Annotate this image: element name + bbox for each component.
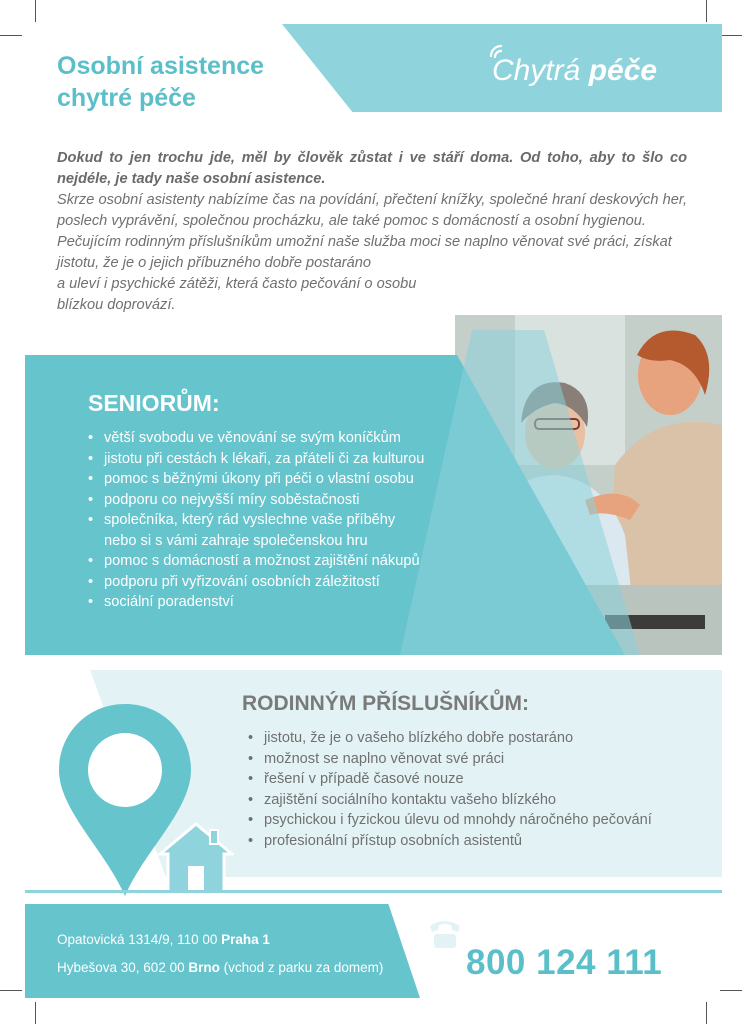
list-item: • řešení v případě časové nouze (248, 769, 652, 790)
intro-text (57, 148, 687, 316)
list-item: • pomoc s běžnými úkony při péči o vlastní osobu (88, 469, 424, 490)
list-item: • zajištění sociálního kontaktu vašeho blízkého (248, 790, 652, 811)
list-item: • psychickou i fyzickou úlevu od mnohdy náročného pečování (248, 810, 652, 831)
list-item: • společníka, který rád vyslechne vaše příběhy (88, 510, 424, 531)
logo (492, 54, 657, 88)
intro-paragraph-2: Pečujícím rodinným příslušníkům umožní naše služba moci se naplno věnovat své práci, získat jistotu, že je o jejich příbuzného dobře postaráno (57, 234, 672, 271)
list-item: • jistotu, že je o vašeho blízkého dobře postaráno (248, 728, 652, 749)
footer-band (25, 904, 420, 998)
address-brno (57, 960, 383, 975)
intro-paragraph-3: a uleví i psychické zátěži, která často pečování o osobu blízkou doprovází. (57, 276, 417, 313)
seniors-list (88, 428, 424, 613)
crop-mark (0, 35, 22, 36)
crop-mark (720, 35, 742, 36)
list-item: • sociální poradenství (88, 592, 424, 613)
house-icon (158, 820, 234, 894)
address-prague-street: Opatovická 1314/9, 110 00 (57, 932, 222, 947)
address-brno-city: Brno (188, 960, 220, 975)
intro-lead: Dokud to jen trochu jde, měl by člověk zůstat i ve stáří doma. Od toho, aby to šlo co nejdéle, je tady naše osobní asistence. (57, 150, 687, 187)
address-prague (57, 932, 270, 947)
address-brno-note: (vchod z parku za domem) (219, 960, 384, 975)
list-item: • podporu při vyřizování osobních záležitostí (88, 572, 424, 593)
crop-mark (720, 990, 742, 991)
address-brno-street: Hybešova 30, 602 00 (57, 960, 189, 975)
seniors-heading: SENIORŮM: (88, 390, 220, 416)
list-item: • větší svobodu ve věnování se svým koníčkům (88, 428, 424, 449)
family-list (248, 728, 652, 851)
divider (25, 890, 722, 893)
address-prague-city: Praha 1 (221, 932, 270, 947)
telephone-icon (426, 914, 464, 950)
title-line-1: Osobní asistence (57, 52, 265, 80)
crop-mark (35, 0, 36, 22)
crop-mark (0, 990, 22, 991)
crop-mark (706, 1002, 707, 1024)
phone-number[interactable]: 800 124 111 (466, 943, 663, 982)
list-item-continuation: nebo si s vámi zahraje společenskou hru (104, 532, 368, 549)
crop-mark (35, 1002, 36, 1024)
family-heading: RODINNÝM PŘÍSLUŠNÍKŮM: (242, 692, 529, 715)
crop-mark (706, 0, 707, 22)
intro-paragraph-1: Skrze osobní asistenty nabízíme čas na povídání, přečtení knížky, společné hraní deskových her, poslech vyprávění, společnou procházku, ale také pomoc s domácností a osobní hygienou. (57, 192, 687, 229)
list-item: • pomoc s domácností a možnost zajištění nákupů (88, 551, 424, 572)
logo-text-chytra: Chytrá (492, 54, 589, 87)
list-item: • profesionální přístup osobních asistentů (248, 831, 652, 852)
list-item: • jistotu při cestách k lékaři, za přáteli či za kulturou (88, 449, 424, 470)
page-title (57, 50, 264, 114)
title-line-2: chytré péče (57, 84, 196, 112)
list-item: • možnost se naplno věnovat své práci (248, 749, 652, 770)
list-item: • podporu co nejvyšší míry soběstačnosti (88, 490, 424, 511)
logo-text-pece: péče (588, 54, 658, 87)
